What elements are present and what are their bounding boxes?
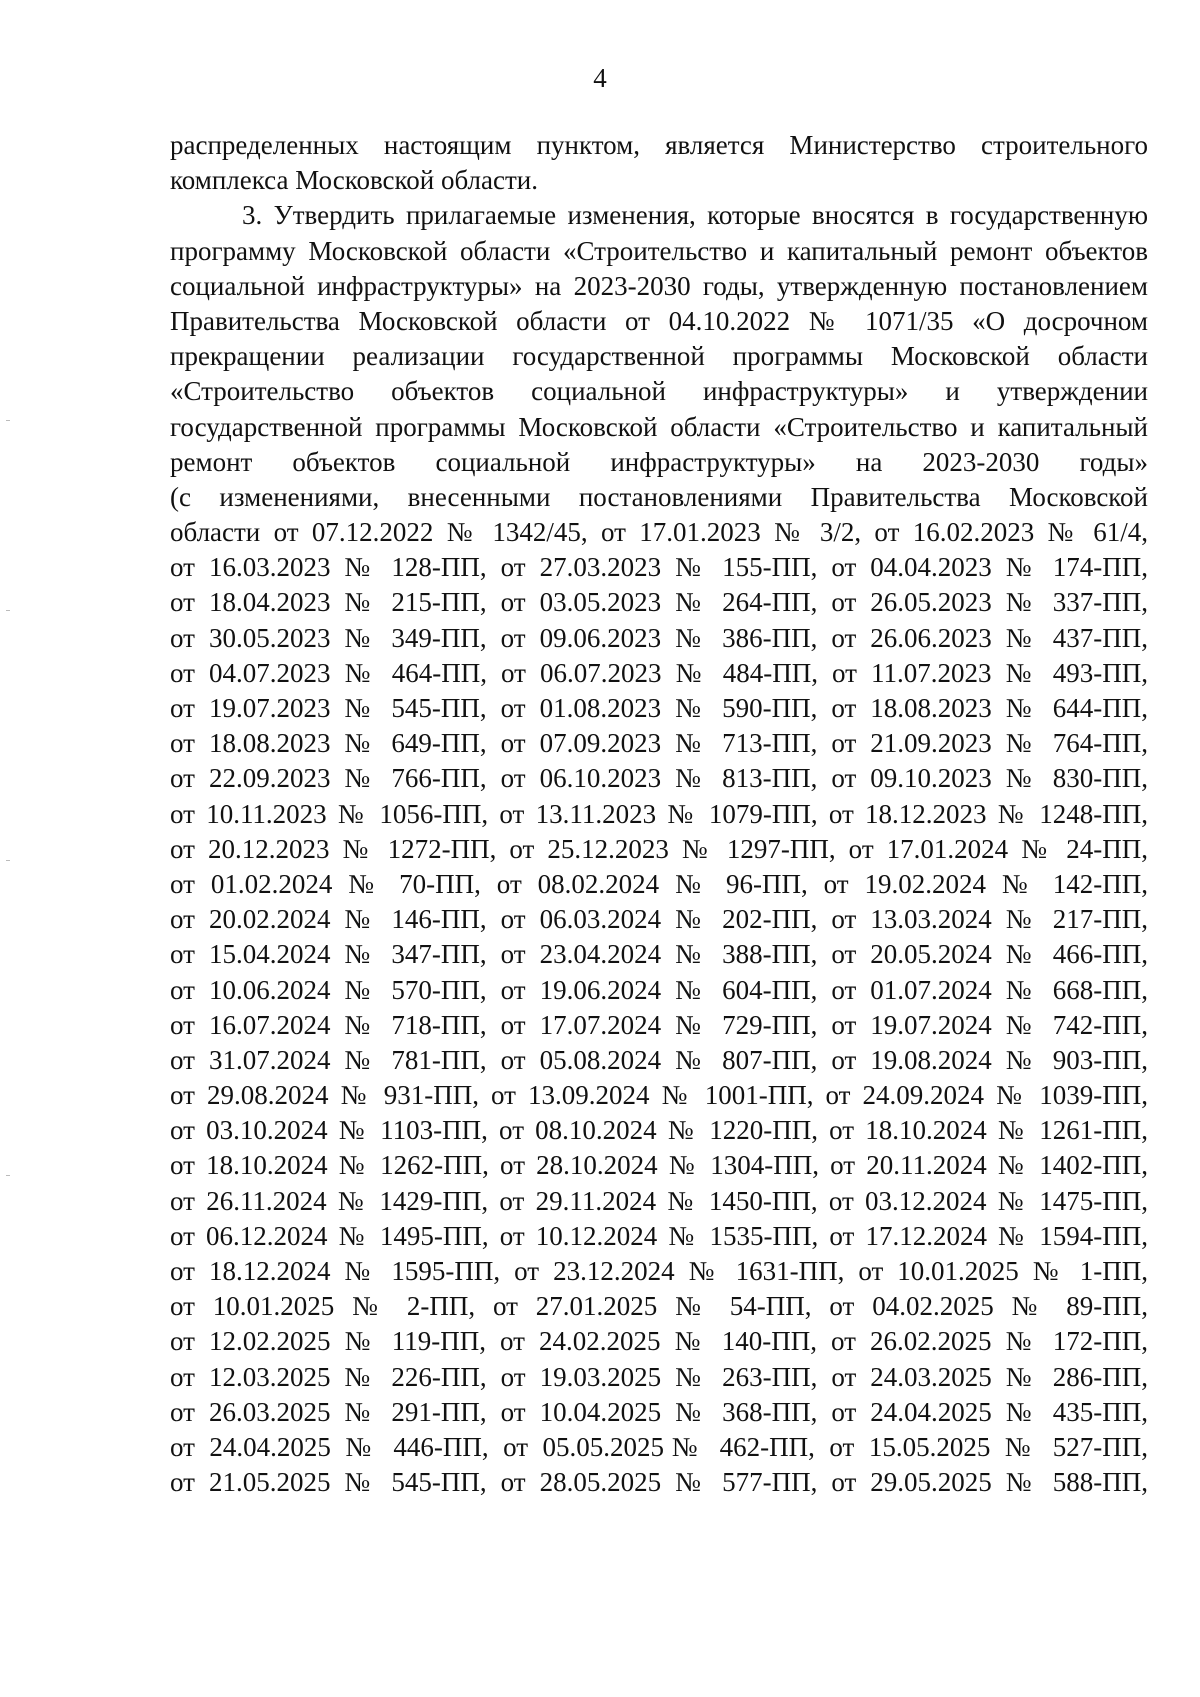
text-line: от 18.08.2023 № 649-ПП, от 07.09.2023 № 713-ПП, от 21.09.2023 № 764-ПП,: [170, 728, 1148, 759]
text-line: (с изменениями, внесенными постановлениями Правительства Московской: [170, 481, 1148, 512]
text-line: социальной инфраструктуры» на 2023-2030 годы, утвержденную постановлением: [170, 270, 1148, 301]
text-line: от 18.04.2023 № 215-ПП, от 03.05.2023 № 264-ПП, от 26.05.2023 № 337-ПП,: [170, 587, 1148, 618]
text-line: от 22.09.2023 № 766-ПП, от 06.10.2023 № 813-ПП, от 09.10.2023 № 830-ПП,: [170, 763, 1148, 794]
text-line: государственной программы Московской области «Строительство и капитальный: [170, 411, 1148, 442]
document-body: [170, 128, 1148, 1500]
text-line: от 26.11.2024 № 1429-ПП, от 29.11.2024 № 1450-ПП, от 03.12.2024 № 1475-ПП,: [170, 1185, 1148, 1216]
text-line: комплекса Московской области.: [170, 165, 538, 196]
text-line: 3. Утвердить прилагаемые изменения, которые вносятся в государственную: [242, 200, 1148, 231]
text-line: Правительства Московской области от 04.10.2022 № 1071/35 «О досрочном: [170, 305, 1148, 336]
text-line: от 29.08.2024 № 931-ПП, от 13.09.2024 № 1001-ПП, от 24.09.2024 № 1039-ПП,: [170, 1080, 1148, 1111]
text-line: от 01.02.2024 № 70-ПП, от 08.02.2024 № 96-ПП, от 19.02.2024 № 142-ПП,: [170, 868, 1148, 899]
text-line: от 12.03.2025 № 226-ПП, от 19.03.2025 № 263-ПП, от 24.03.2025 № 286-ПП,: [170, 1361, 1148, 1392]
text-line: от 16.03.2023 № 128-ПП, от 27.03.2023 № 155-ПП, от 04.04.2023 № 174-ПП,: [170, 552, 1148, 583]
text-line: «Строительство объектов социальной инфраструктуры» и утверждении: [170, 376, 1148, 407]
text-line: от 26.03.2025 № 291-ПП, от 10.04.2025 № 368-ПП, от 24.04.2025 № 435-ПП,: [170, 1396, 1148, 1427]
text-line: от 12.02.2025 № 119-ПП, от 24.02.2025 № 140-ПП, от 26.02.2025 № 172-ПП,: [170, 1326, 1148, 1357]
text-line: от 30.05.2023 № 349-ПП, от 09.06.2023 № 386-ПП, от 26.06.2023 № 437-ПП,: [170, 622, 1148, 653]
text-line: от 20.02.2024 № 146-ПП, от 06.03.2024 № 202-ПП, от 13.03.2024 № 217-ПП,: [170, 904, 1148, 935]
text-line: от 31.07.2024 № 781-ПП, от 05.08.2024 № 807-ПП, от 19.08.2024 № 903-ПП,: [170, 1044, 1148, 1075]
text-line: от 10.06.2024 № 570-ПП, от 19.06.2024 № 604-ПП, от 01.07.2024 № 668-ПП,: [170, 974, 1148, 1005]
scan-artifact: [6, 1175, 10, 1176]
text-line: от 16.07.2024 № 718-ПП, от 17.07.2024 № 729-ПП, от 19.07.2024 № 742-ПП,: [170, 1009, 1148, 1040]
text-line: от 21.05.2025 № 545-ПП, от 28.05.2025 № 577-ПП, от 29.05.2025 № 588-ПП,: [170, 1467, 1148, 1498]
scan-artifact: [6, 860, 10, 861]
text-line: от 18.10.2024 № 1262-ПП, от 28.10.2024 № 1304-ПП, от 20.11.2024 № 1402-ПП,: [170, 1150, 1148, 1181]
text-line: от 19.07.2023 № 545-ПП, от 01.08.2023 № 590-ПП, от 18.08.2023 № 644-ПП,: [170, 693, 1148, 723]
text-line: от 10.11.2023 № 1056-ПП, от 13.11.2023 № 1079-ПП, от 18.12.2023 № 1248-ПП,: [170, 798, 1148, 829]
page-number: 4: [593, 63, 607, 93]
text-line: прекращении реализации государственной программы Московской области: [170, 341, 1148, 372]
scan-artifact: [6, 420, 10, 421]
text-line: от 20.12.2023 № 1272-ПП, от 25.12.2023 № 1297-ПП, от 17.01.2024 № 24-ПП,: [170, 833, 1148, 864]
text-line: от 04.07.2023 № 464-ПП, от 06.07.2023 № 484-ПП, от 11.07.2023 № 493-ПП,: [170, 657, 1148, 688]
text-line: ремонт объектов социальной инфраструктуры» на 2023-2030 годы»: [170, 446, 1148, 477]
text-line: распределенных настоящим пунктом, является Министерство строительного: [170, 130, 1148, 160]
text-line: от 15.04.2024 № 347-ПП, от 23.04.2024 № 388-ПП, от 20.05.2024 № 466-ПП,: [170, 939, 1148, 970]
text-line: от 18.12.2024 № 1595-ПП, от 23.12.2024 № 1631-ПП, от 10.01.2025 № 1-ПП,: [170, 1256, 1148, 1286]
scan-artifact: [6, 610, 10, 611]
text-line: программу Московской области «Строительство и капитальный ремонт объектов: [170, 235, 1148, 266]
text-line: от 10.01.2025 № 2-ПП, от 27.01.2025 № 54-ПП, от 04.02.2025 № 89-ПП,: [170, 1291, 1148, 1322]
text-line: от 06.12.2024 № 1495-ПП, от 10.12.2024 № 1535-ПП, от 17.12.2024 № 1594-ПП,: [170, 1220, 1148, 1251]
text-line: от 24.04.2025 № 446-ПП, от 05.05.2025№ 462-ПП, от 15.05.2025 № 527-ПП,: [170, 1431, 1148, 1462]
text-line: области от 07.12.2022 № 1342/45, от 17.01.2023 № 3/2, от 16.02.2023 № 61/4,: [170, 517, 1148, 548]
text-line: от 03.10.2024 № 1103-ПП, от 08.10.2024 № 1220-ПП, от 18.10.2024 № 1261-ПП,: [170, 1115, 1148, 1146]
